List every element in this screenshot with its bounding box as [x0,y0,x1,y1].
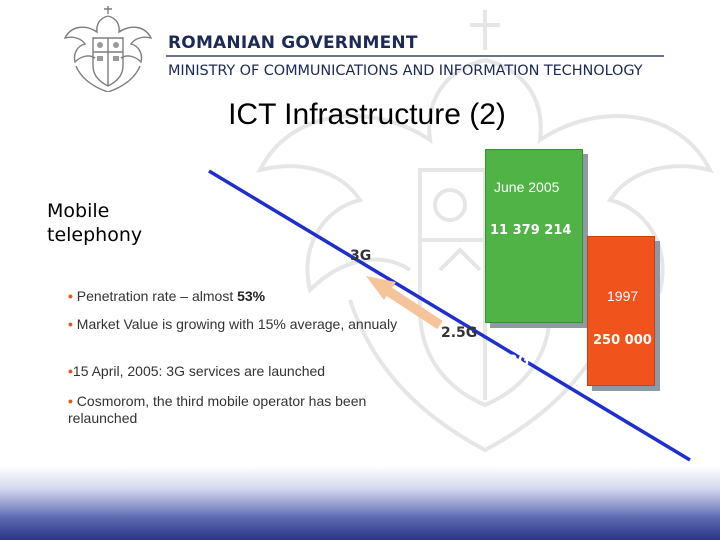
orange-box-date: 1997 [607,288,639,304]
green-subscriber-box [485,149,583,323]
orange-box-subscribers: 250 000 [593,333,652,348]
green-box-date: June 2005 [494,179,560,195]
generation-label-3g: 3G [350,248,372,264]
bullet-marker: • [68,363,73,379]
bullet-marker: • [68,316,73,332]
bullet-text: 15 April, 2005: 3G services are launched [72,363,326,379]
page-title-text: ICT Infrastructure (2) [228,98,506,131]
penetration-value: 53% [237,288,266,304]
bullet-marker: • [68,288,73,304]
section-label: Mobile telephony [47,200,143,246]
bullet-item [68,316,398,333]
footer-gradient-band [0,466,720,540]
generation-label-2-5g: 2.5G [441,325,478,341]
orange-subscriber-box [587,236,655,386]
bullet-text: Cosmorom, the third mobile operator has been relaunched [68,393,367,426]
bullet-item [68,288,398,305]
bullet-marker: • [68,393,73,409]
bullet-text: Penetration rate – almost [76,288,238,304]
generation-label-2g: 2G [508,353,530,369]
bullet-text: Market Value is growing with 15% average, annualy [76,316,398,332]
ministry-title: MINISTRY OF COMMUNICATIONS AND INFORMATION TECHNOLOGY [168,63,643,79]
green-box-subscribers: 11 379 214 [490,223,572,238]
bullet-item [68,393,378,427]
government-title: ROMANIAN GOVERNMENT [168,33,418,53]
bullet-item [68,363,398,380]
